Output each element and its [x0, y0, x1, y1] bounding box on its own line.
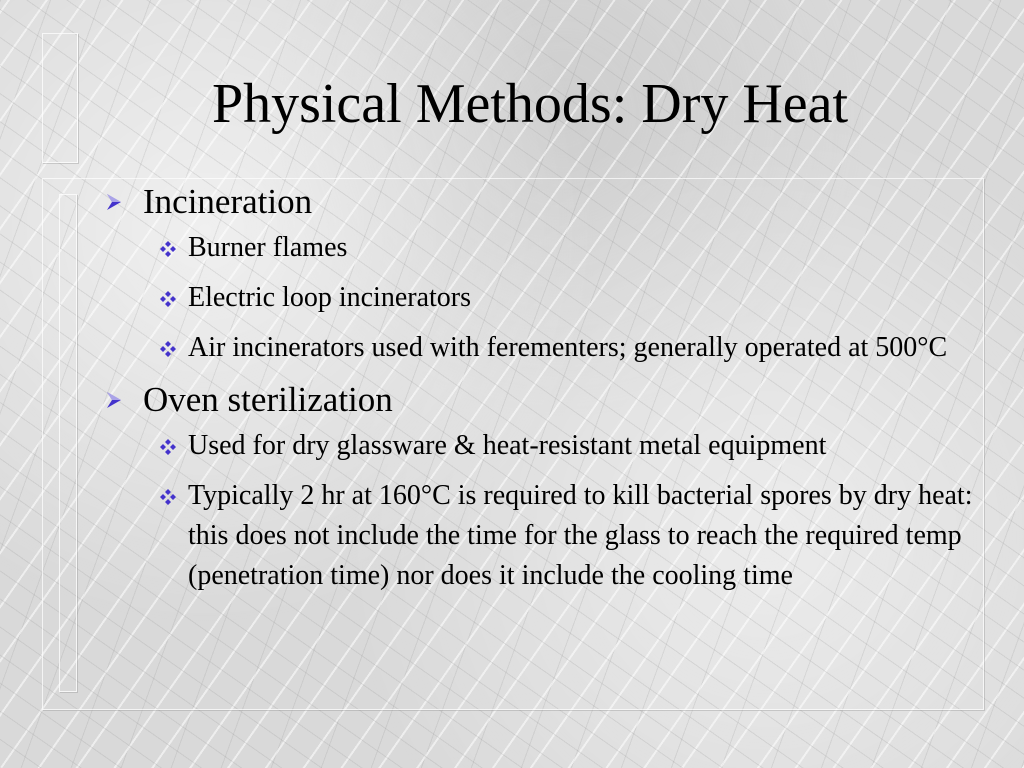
- slide-title: Physical Methods: Dry Heat: [211, 73, 849, 135]
- subbullet-typically-2hr: [188, 476, 975, 596]
- four-diamond-bullet-icon: [160, 489, 176, 505]
- subbullet-dry-glassware: [188, 426, 975, 466]
- four-diamond-bullet-icon: [160, 341, 176, 357]
- four-diamond-bullet-icon: [160, 439, 176, 455]
- four-diamond-bullet-icon: [160, 241, 176, 257]
- bullet-oven-sterilization: [105, 378, 975, 422]
- subbullet-air-incinerators: [188, 328, 975, 368]
- subbullet-text: Burner flames: [188, 232, 348, 263]
- subbullet-text: Typically 2 hr at 160°C is required to kill bacterial spores by dry heat: this does not include the time for the glass to reach the required temp (penetration time) nor does it include the cooling time: [188, 480, 973, 591]
- bullet-text: Oven sterilization: [143, 380, 393, 419]
- arrowhead-bullet-icon: [105, 391, 123, 409]
- slide-content: [105, 180, 975, 596]
- body-left-frame-decoration: [59, 194, 77, 692]
- arrowhead-bullet-icon: [105, 193, 123, 211]
- four-diamond-bullet-icon: [160, 291, 176, 307]
- bullet-incineration: [105, 180, 975, 224]
- subbullet-text: Used for dry glassware & heat-resistant metal equipment: [188, 430, 827, 461]
- subbullet-electric-loop: [188, 278, 975, 318]
- subbullet-burner-flames: [188, 228, 975, 268]
- subbullet-text: Air incinerators used with ferementers; generally operated at 500°C: [188, 332, 948, 363]
- subbullet-text: Electric loop incinerators: [188, 282, 471, 313]
- bullet-text: Incineration: [143, 182, 313, 221]
